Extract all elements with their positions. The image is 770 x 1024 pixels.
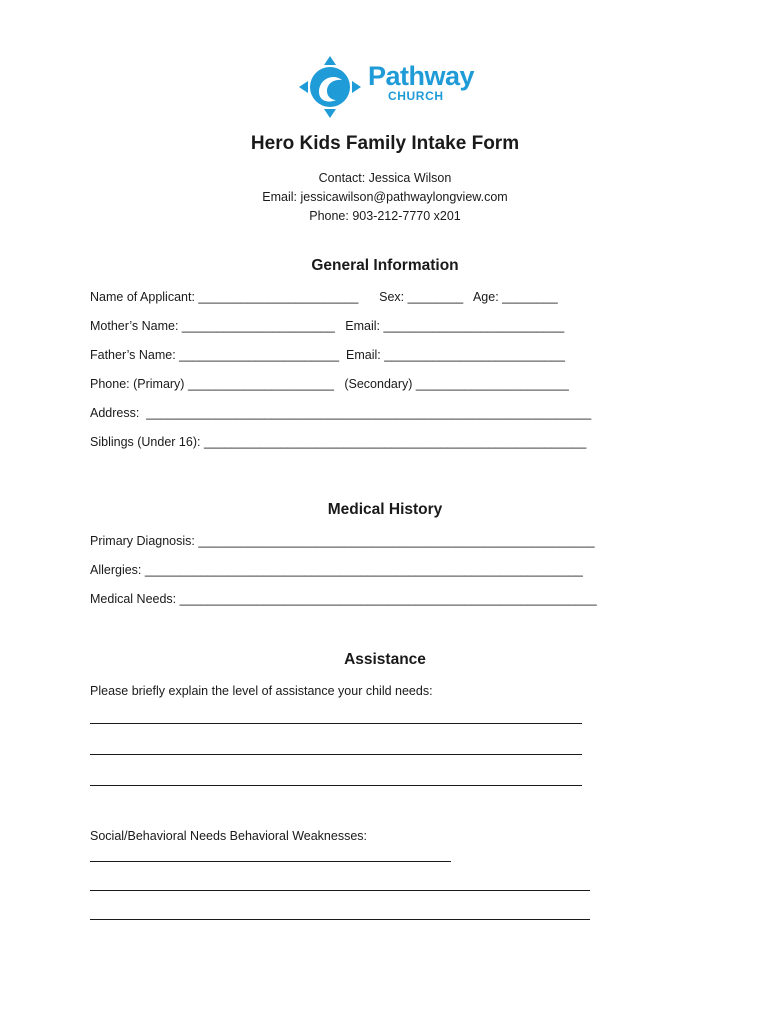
assistance-answer-line-3[interactable] xyxy=(90,785,582,786)
pathway-logo-icon xyxy=(298,54,362,120)
mother-line: Mother’s Name: ______________________ Email: __________________________ xyxy=(90,319,565,333)
social-answer-line-1[interactable] xyxy=(90,861,451,862)
assistance-heading: Assistance xyxy=(344,651,426,668)
phone-line: Phone: (Primary) _____________________ (Secondary) ______________________ xyxy=(90,377,569,391)
medical-history-heading: Medical History xyxy=(327,501,443,518)
address-line: Address: ________________________________________________________________ xyxy=(90,406,592,420)
contact-name: Contact: Jessica Wilson xyxy=(318,171,452,185)
medical-needs-line: Medical Needs: ____________________________________________________________ xyxy=(90,592,597,606)
assistance-answer-line-2[interactable] xyxy=(90,754,582,755)
contact-email: Email: jessicawilson@pathwaylongview.com xyxy=(262,190,508,204)
logo-wordmark: Pathway xyxy=(368,61,475,91)
assistance-prompt: Please briefly explain the level of assistance your child needs: xyxy=(90,684,433,698)
siblings-line: Siblings (Under 16): _______________________________________________________ xyxy=(90,435,587,449)
social-answer-line-3[interactable] xyxy=(90,919,590,920)
primary-diagnosis-line: Primary Diagnosis: _________________________________________________________ xyxy=(90,534,595,548)
applicant-line: Name of Applicant: _______________________ Sex: ________ Age: ________ xyxy=(90,290,558,304)
form-title: Hero Kids Family Intake Form xyxy=(250,133,520,154)
social-answer-line-2[interactable] xyxy=(90,890,590,891)
social-behavioral-label: Social/Behavioral Needs Behavioral Weaknesses: xyxy=(90,829,368,843)
contact-phone: Phone: 903-212-7770 x201 xyxy=(309,209,461,223)
general-information-heading: General Information xyxy=(311,257,459,274)
pathway-church-logo xyxy=(298,54,478,120)
logo-subtitle: CHURCH xyxy=(388,89,444,103)
allergies-line: Allergies: _______________________________________________________________ xyxy=(90,563,583,577)
father-line: Father’s Name: _______________________ Email: __________________________ xyxy=(90,348,565,362)
assistance-answer-line-1[interactable] xyxy=(90,723,582,724)
